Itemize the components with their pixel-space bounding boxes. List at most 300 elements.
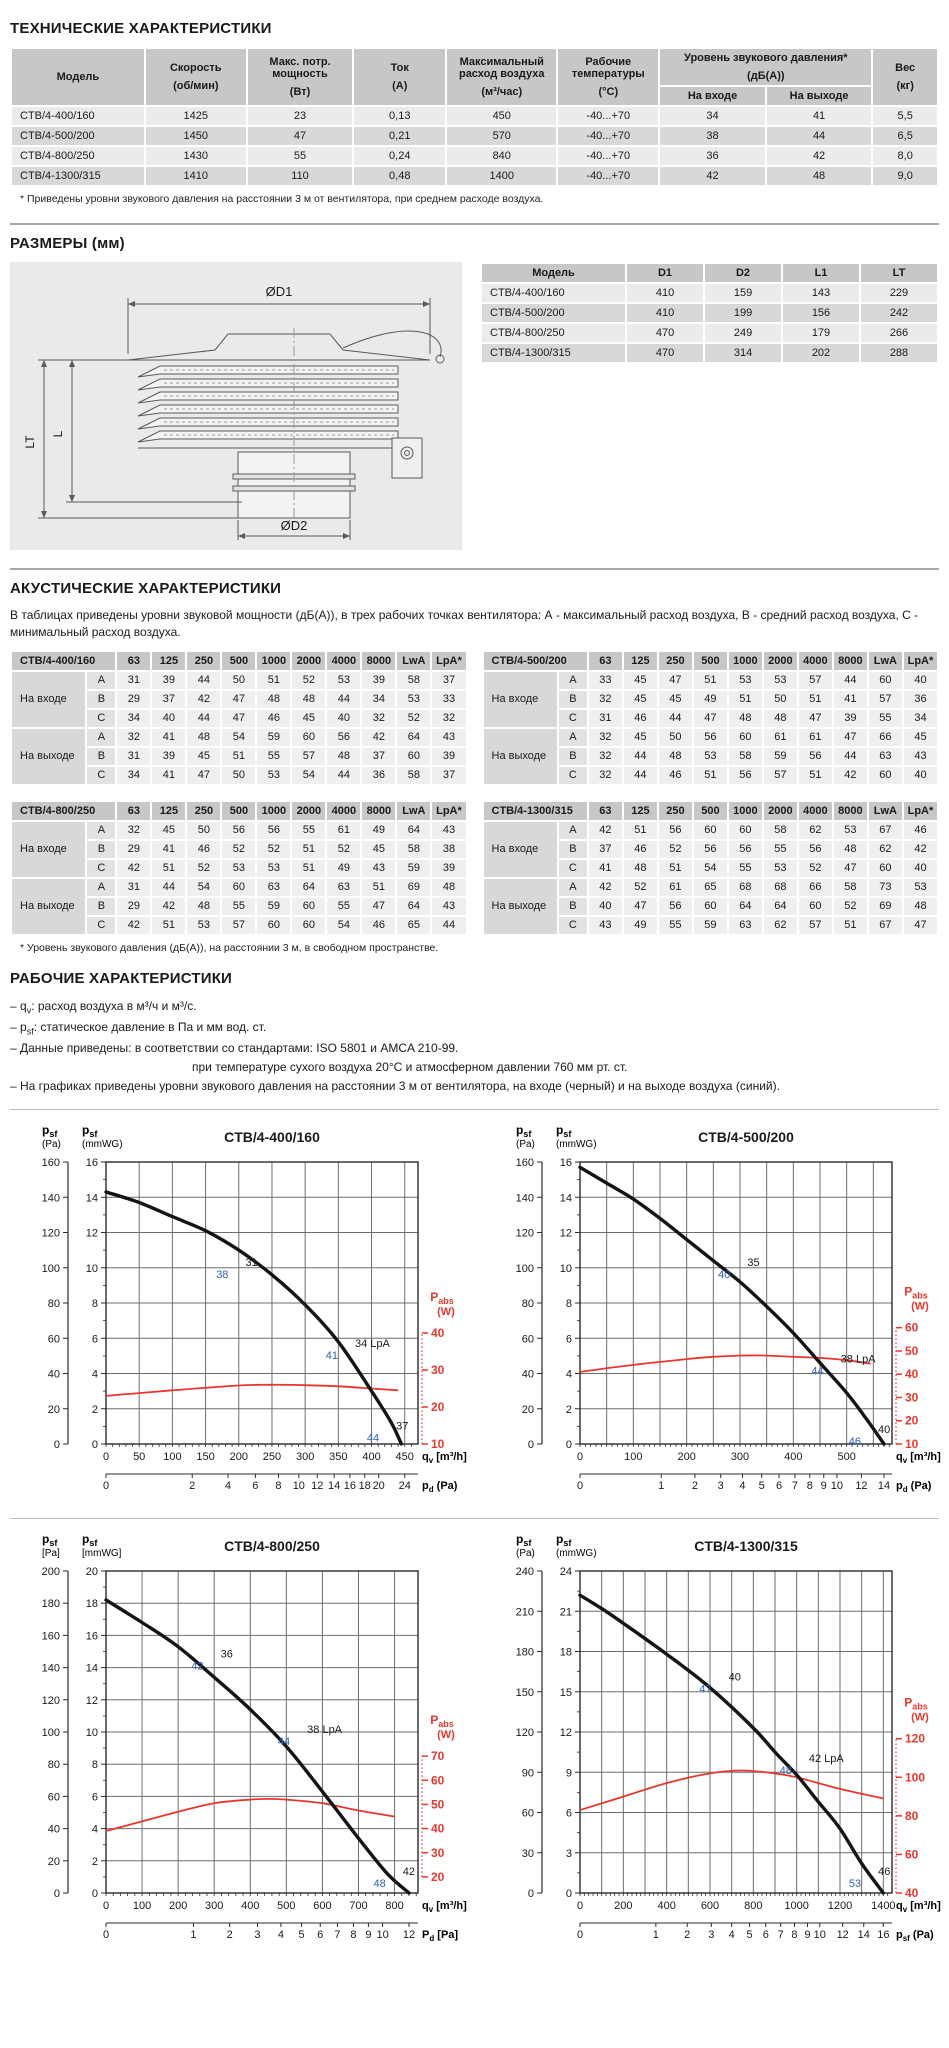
y1-tick-label: 120	[41, 1695, 60, 1708]
y1-tick-label: 200	[41, 1566, 60, 1579]
y2-tick-label: 14	[85, 1192, 98, 1205]
acoustic-cell: 50	[764, 691, 797, 708]
charts-row-1	[10, 1109, 939, 1508]
x2-tick-label: 6	[775, 1480, 783, 1493]
x2-tick-label: 5	[298, 1929, 305, 1942]
acoustic-freq-header: 2000	[292, 652, 325, 670]
acoustic-cell: 53	[694, 748, 727, 765]
power-axis-unit: (W)	[437, 1729, 455, 1742]
acoustic-freq-header: 2000	[292, 802, 325, 820]
acoustic-cell: 60	[292, 729, 325, 746]
acoustic-cell: 60	[292, 917, 325, 934]
inlet-sound-label: 38 LpA	[307, 1724, 343, 1737]
acoustic-cell: 29	[117, 841, 150, 858]
y2-tick-label: 6	[91, 1791, 98, 1804]
acoustic-cell: 51	[624, 822, 657, 839]
acoustic-cell: 48	[834, 841, 867, 858]
acoustic-group-label: На выходе	[484, 729, 557, 784]
acoustic-cell: 54	[694, 860, 727, 877]
acoustic-cell: 58	[764, 822, 797, 839]
x2-tick-label: 1	[658, 1480, 665, 1493]
x-tick-label: 200	[614, 1900, 633, 1913]
acoustic-cell: 43	[904, 748, 937, 765]
y1-tick-label: 240	[515, 1566, 534, 1579]
acoustic-freq-header: 63	[589, 652, 622, 670]
performance-notes	[10, 997, 939, 1095]
acoustic-cell: 50	[222, 767, 255, 784]
x2-tick-label: 6	[762, 1929, 769, 1942]
power-tick-label: 40	[431, 1326, 445, 1341]
acoustic-cell: 50	[222, 672, 255, 689]
acoustic-group-label: На входе	[12, 822, 85, 877]
acoustic-cell: 51	[834, 917, 867, 934]
acoustic-cell: 45	[659, 691, 692, 708]
y1-tick-label: 20	[47, 1403, 60, 1416]
acoustic-cell: 59	[257, 729, 290, 746]
acoustic-cell: 55	[257, 748, 290, 765]
acoustic-freq-header: 125	[624, 802, 657, 820]
y1-tick-label: 100	[515, 1262, 534, 1275]
acoustic-cell: 39	[152, 672, 185, 689]
acoustic-freq-header: 63	[117, 652, 150, 670]
acoustic-point-label: A	[87, 672, 115, 689]
power-axis-name: $P_{abs}$	[430, 1290, 454, 1307]
x2-tick-label: 0	[102, 1929, 110, 1942]
acoustic-cell: 61	[764, 729, 797, 746]
x2-tick-label: 8	[791, 1929, 798, 1942]
acoustic-cell: 46	[624, 710, 657, 727]
tech-cell: 44	[767, 127, 872, 145]
acoustic-point-label: C	[559, 710, 587, 727]
y1-tick-label: 120	[515, 1727, 534, 1740]
acoustic-cell: 47	[222, 710, 255, 727]
acoustic-freq-header: 500	[694, 652, 727, 670]
acoustic-cell: 45	[152, 822, 185, 839]
acoustic-cell: 51	[257, 672, 290, 689]
x-tick-label: 0	[576, 1900, 584, 1913]
dims-cell: 266	[861, 324, 937, 342]
x2-tick-label: 7	[334, 1929, 341, 1942]
acoustic-freq-header: 500	[222, 802, 255, 820]
acoustic-cell: 44	[624, 767, 657, 784]
acoustic-cell: 36	[362, 767, 395, 784]
acoustic-cell: 51	[292, 841, 325, 858]
acoustic-cell: 51	[152, 917, 185, 934]
y1-tick-label: 0	[53, 1439, 60, 1452]
acoustic-model-header: CTB/4-1300/315	[484, 802, 587, 820]
acoustic-group-label: На входе	[484, 672, 557, 727]
acoustic-freq-header: LwA	[397, 652, 430, 670]
acoustic-cell: 49	[327, 860, 360, 877]
technical-footnote: * Приведены уровни звукового давления на расстоянии 3 м от вентилятора, при среднем расходе воздуха.	[20, 193, 544, 205]
y1-axis-unit: [Pa]	[42, 1548, 60, 1560]
power-tick-label: 60	[905, 1320, 919, 1335]
acoustic-cell: 42	[152, 898, 185, 915]
x2-axis-name: $p_d$ (Pa)	[896, 1480, 932, 1495]
acoustic-cell: 39	[152, 748, 185, 765]
acoustic-cell: 52	[397, 710, 430, 727]
acoustic-cell: 60	[257, 917, 290, 934]
acoustic-cell: 37	[152, 691, 185, 708]
acoustic-cell: 32	[362, 710, 395, 727]
acoustic-freq-header: 4000	[799, 802, 832, 820]
acoustic-cell: 40	[904, 767, 937, 784]
dims-col-header: LT	[861, 264, 937, 282]
acoustic-cell: 54	[292, 767, 325, 784]
acoustic-cell: 44	[659, 710, 692, 727]
x2-tick-label: 2	[226, 1929, 233, 1942]
y1-tick-label: 0	[527, 1439, 534, 1452]
chart-title: CTB/4-1300/315	[694, 1538, 798, 1555]
fan-drawing-svg	[10, 262, 462, 550]
acoustic-freq-header: LwA	[869, 652, 902, 670]
power-tick-label: 10	[905, 1437, 919, 1452]
x2-tick-label: 12	[402, 1929, 416, 1942]
acoustic-cell: 41	[589, 860, 622, 877]
power-axis-name: $P_{abs}$	[904, 1695, 928, 1712]
acoustic-cell: 57	[869, 691, 902, 708]
y2-axis-unit: (mmWG)	[82, 1139, 123, 1151]
y1-axis-name: $p_{sf}$	[42, 1532, 58, 1549]
tech-cell: 34	[660, 107, 765, 125]
x-tick-label: 400	[784, 1451, 803, 1464]
acoustic-cell: 56	[799, 748, 832, 765]
acoustic-point-label: C	[559, 767, 587, 784]
tech-cell: 42	[660, 167, 765, 185]
power-tick-label: 20	[905, 1413, 919, 1428]
tech-cell: 0,24	[354, 147, 445, 165]
power-axis	[422, 1290, 455, 1451]
y1-axis-unit: (Pa)	[516, 1139, 535, 1151]
acoustic-cell: 49	[624, 917, 657, 934]
acoustic-cell: 56	[659, 822, 692, 839]
power-axis-unit: (W)	[911, 1711, 929, 1724]
pressure-curve	[106, 1600, 409, 1893]
inlet-sound-label: 31	[245, 1256, 258, 1269]
acoustic-table	[10, 800, 468, 936]
y2-tick-label: 0	[565, 1888, 572, 1901]
acoustic-cell: 68	[764, 879, 797, 896]
power-axis	[896, 1696, 929, 1900]
acoustic-cell: 37	[432, 767, 465, 784]
acoustic-cell: 42	[589, 879, 622, 896]
x2-tick-label: 12	[311, 1480, 324, 1493]
y2-axis-unit: (mmWG)	[556, 1548, 597, 1560]
tech-cell: 36	[660, 147, 765, 165]
tech-cell: 9,0	[873, 167, 937, 185]
y2-tick-label: 12	[85, 1695, 98, 1708]
x2-tick-label: 3	[708, 1929, 715, 1942]
acoustic-cell: 57	[222, 917, 255, 934]
acoustic-cell: 57	[799, 917, 832, 934]
acoustic-point-label: B	[87, 691, 115, 708]
acoustic-cell: 32	[117, 822, 150, 839]
chart-svg	[10, 1116, 474, 1508]
x-tick-label: 100	[132, 1900, 152, 1913]
x2-tick-label: 6	[317, 1929, 324, 1942]
acoustic-freq-header: LwA	[397, 802, 430, 820]
acoustic-cell: 53	[222, 860, 255, 877]
y2-axis-name: $p_{sf}$	[556, 1532, 572, 1549]
acoustic-cell: 42	[589, 822, 622, 839]
acoustic-cell: 46	[659, 767, 692, 784]
x-axis-name: $q_v$ [m³/h]	[896, 1900, 941, 1915]
tech-cell: 570	[447, 127, 556, 145]
y2-tick-label: 2	[91, 1856, 98, 1869]
tech-cell: -40...+70	[558, 147, 658, 165]
acoustic-freq-header: 4000	[327, 802, 360, 820]
acoustic-cell: 60	[869, 767, 902, 784]
acoustic-cell: 51	[729, 691, 762, 708]
acoustic-cell: 48	[257, 691, 290, 708]
y2-tick-label: 12	[559, 1727, 572, 1740]
y1-axis-unit: (Pa)	[42, 1139, 61, 1151]
x-tick-label: 450	[395, 1451, 414, 1464]
tech-cell: 1425	[146, 107, 246, 125]
tech-cell: 48	[767, 167, 872, 185]
acoustic-table	[482, 650, 940, 786]
dims-row	[482, 344, 937, 362]
y1-tick-label: 120	[41, 1227, 60, 1240]
dimensions-table-wrap	[480, 262, 939, 364]
performance-chart-ctb4-800-250	[10, 1525, 474, 1957]
acoustic-model-header: CTB/4-800/250	[12, 802, 115, 820]
acoustic-cell: 47	[834, 860, 867, 877]
dims-cell: 199	[705, 304, 781, 322]
tech-cell: 42	[767, 147, 872, 165]
acoustic-cell: 47	[694, 710, 727, 727]
outlet-sound-label: 46	[848, 1436, 861, 1449]
tech-col-header: Модель	[12, 49, 144, 105]
acoustic-cell: 45	[904, 729, 937, 746]
power-tick-label: 40	[905, 1367, 919, 1382]
y1-tick-label: 30	[521, 1847, 534, 1860]
y1-tick-label: 160	[41, 1630, 60, 1643]
y1-axis-name: $p_{sf}$	[42, 1123, 58, 1140]
acoustic-point-label: B	[559, 691, 587, 708]
acoustic-point-label: A	[87, 879, 115, 896]
x2-tick-label: 2	[691, 1480, 698, 1493]
inlet-sound-label: 37	[396, 1420, 409, 1433]
acoustic-freq-header: 250	[187, 652, 220, 670]
x-tick-label: 200	[677, 1451, 696, 1464]
x2-tick-label: 1	[652, 1929, 659, 1942]
chart-axes	[42, 1566, 418, 1941]
acoustic-freq-header: LpA*	[904, 802, 937, 820]
outlet-sound-label: 44	[366, 1432, 380, 1445]
power-tick-label: 60	[431, 1773, 445, 1788]
x-tick-label: 0	[102, 1451, 110, 1464]
y2-tick-label: 0	[91, 1439, 98, 1452]
acoustic-point-label: C	[87, 860, 115, 877]
performance-note: при температуре сухого воздуха 20°С и атмосферном давлении 760 мм рт. ст.	[192, 1060, 628, 1075]
acoustic-footnote: * Уровень звукового давления (дБ(А)), на расстоянии 3 м, в свободном пространстве.	[20, 941, 439, 954]
dims-cell: 156	[783, 304, 859, 322]
y1-tick-label: 60	[521, 1333, 534, 1346]
acoustic-cell: 60	[799, 898, 832, 915]
acoustic-cell: 44	[327, 691, 360, 708]
acoustic-freq-header: 250	[659, 652, 692, 670]
performance-chart-ctb4-500-200	[484, 1116, 948, 1508]
acoustic-cell: 53	[257, 860, 290, 877]
y2-tick-label: 6	[91, 1333, 98, 1346]
y1-tick-label: 160	[41, 1157, 60, 1170]
fan-dimension-drawing	[10, 262, 462, 550]
acoustic-cell: 63	[327, 879, 360, 896]
dims-cell: 410	[627, 284, 703, 302]
performance-chart-ctb4-400-160	[10, 1116, 474, 1508]
dims-cell: 159	[705, 284, 781, 302]
x2-tick-label: 7	[791, 1480, 799, 1493]
y2-axis-name: $p_{sf}$	[82, 1123, 98, 1140]
acoustic-cell: 45	[187, 748, 220, 765]
dims-cell: 249	[705, 324, 781, 342]
acoustic-cell: 48	[904, 898, 937, 915]
acoustic-cell: 52	[834, 898, 867, 915]
acoustic-row	[12, 879, 466, 896]
y1-tick-label: 120	[515, 1227, 534, 1240]
acoustic-freq-header: 1000	[729, 652, 762, 670]
acoustic-cell: 53	[729, 672, 762, 689]
acoustic-cell: 42	[362, 729, 395, 746]
tech-cell: 23	[248, 107, 353, 125]
acoustic-cell: 42	[834, 767, 867, 784]
x2-tick-label: 1	[190, 1929, 197, 1942]
tech-col-header: Максимальный расход воздуха (м³/час)	[447, 49, 556, 105]
x2-tick-label: 5	[746, 1929, 753, 1942]
power-tick-label: 120	[905, 1731, 926, 1746]
x-tick-label: 300	[730, 1451, 750, 1464]
tech-col-header: Ток (А)	[354, 49, 445, 105]
chart-curves	[580, 1168, 884, 1445]
x-tick-label: 400	[241, 1900, 260, 1913]
acoustic-group-label: На выходе	[12, 729, 85, 784]
tech-row	[12, 107, 937, 125]
acoustic-freq-header: 8000	[834, 652, 867, 670]
chart-curves	[106, 1192, 401, 1444]
acoustic-point-label: A	[559, 879, 587, 896]
x-tick-label: 0	[102, 1900, 110, 1913]
y2-tick-label: 6	[565, 1333, 572, 1346]
y1-tick-label: 180	[515, 1646, 534, 1659]
x-tick-label: 700	[349, 1900, 368, 1913]
outlet-sound-label: 44	[811, 1365, 824, 1378]
acoustic-group-label: На выходе	[484, 879, 557, 934]
y1-tick-label: 140	[41, 1662, 60, 1675]
tech-row	[12, 167, 937, 185]
performance-chart-ctb4-1300-315	[484, 1525, 948, 1957]
x-tick-label: 100	[163, 1451, 182, 1464]
x2-tick-label: 14	[857, 1929, 870, 1942]
acoustic-cell: 36	[904, 691, 937, 708]
acoustic-cell: 64	[764, 898, 797, 915]
acoustic-intro: В таблицах приведены уровни звуковой мощности (дБ(А)), в трех рабочих точках вентилятора: А - максимальный расход воздуха, В - средний расход воздуха, С - минимальный расход воздуха.	[10, 608, 919, 640]
acoustic-cell: 32	[117, 729, 150, 746]
acoustic-cell: 62	[799, 822, 832, 839]
acoustic-cell: 48	[432, 879, 465, 896]
y2-axis-name: $p_{sf}$	[82, 1532, 98, 1549]
acoustic-cell: 56	[729, 767, 762, 784]
tech-cell: 47	[248, 127, 353, 145]
dims-col-header: D2	[705, 264, 781, 282]
x2-tick-label: 0	[576, 1480, 584, 1493]
y2-tick-label: 2	[565, 1403, 572, 1416]
pressure-curve	[580, 1168, 884, 1445]
acoustic-cell: 61	[659, 879, 692, 896]
acoustic-cell: 67	[869, 822, 902, 839]
acoustic-freq-header: 2000	[764, 652, 797, 670]
dims-col-header: L1	[783, 264, 859, 282]
acoustic-cell: 33	[432, 691, 465, 708]
acoustic-cell: 52	[187, 860, 220, 877]
acoustic-cell: 32	[589, 691, 622, 708]
acoustic-cell: 58	[397, 672, 430, 689]
acoustic-cell: 51	[799, 691, 832, 708]
acoustic-cell: 34	[904, 710, 937, 727]
acoustic-point-label: A	[87, 729, 115, 746]
y1-tick-label: 150	[515, 1686, 534, 1699]
acoustic-cell: 55	[659, 917, 692, 934]
x-tick-label: 1200	[827, 1900, 853, 1913]
chart-axes	[516, 1157, 892, 1492]
x2-tick-label: 6	[252, 1480, 259, 1493]
x2-tick-label: 12	[836, 1929, 849, 1942]
x-tick-label: 1000	[784, 1900, 809, 1913]
acoustic-cell: 44	[834, 672, 867, 689]
power-axis-unit: (W)	[437, 1306, 455, 1319]
chart-svg	[484, 1525, 948, 1957]
dims-cell: 410	[627, 304, 703, 322]
acoustic-cell: 32	[589, 748, 622, 765]
acoustic-cell: 44	[187, 710, 220, 727]
acoustic-cell: 66	[799, 879, 832, 896]
tech-cell: 8,0	[873, 147, 937, 165]
acoustic-cell: 31	[117, 748, 150, 765]
tech-cell: 0,13	[354, 107, 445, 125]
acoustic-cell: 49	[362, 822, 395, 839]
acoustic-cell: 56	[222, 822, 255, 839]
acoustic-group-label: На входе	[484, 822, 557, 877]
tech-cell: CTB/4-1300/315	[12, 167, 144, 185]
y2-axis-unit: [mmWG]	[82, 1548, 122, 1560]
acoustic-row	[12, 729, 466, 746]
dims-row	[482, 304, 937, 322]
acoustic-tables-grid	[10, 650, 939, 936]
acoustic-cell: 51	[659, 860, 692, 877]
acoustic-cell: 51	[292, 860, 325, 877]
tech-cell: 110	[248, 167, 353, 185]
y1-tick-label: 40	[47, 1823, 60, 1836]
x2-tick-label: 3	[717, 1480, 724, 1493]
acoustic-group-label: На выходе	[12, 879, 85, 934]
acoustic-point-label: B	[87, 841, 115, 858]
tech-cell: 1400	[447, 167, 556, 185]
acoustic-freq-header: 1000	[729, 802, 762, 820]
section-title-dimensions: РАЗМЕРЫ (мм)	[10, 235, 125, 252]
x2-tick-label: 9	[365, 1929, 372, 1942]
acoustic-cell: 40	[589, 898, 622, 915]
power-axis	[422, 1713, 455, 1884]
technical-characteristics-table	[10, 47, 939, 187]
acoustic-cell: 53	[904, 879, 937, 896]
acoustic-cell: 48	[764, 710, 797, 727]
acoustic-cell: 42	[187, 691, 220, 708]
acoustic-cell: 56	[729, 841, 762, 858]
y1-tick-label: 140	[41, 1192, 60, 1205]
acoustic-cell: 34	[362, 691, 395, 708]
y1-axis-name: $p_{sf}$	[516, 1532, 532, 1549]
acoustic-point-label: A	[559, 672, 587, 689]
